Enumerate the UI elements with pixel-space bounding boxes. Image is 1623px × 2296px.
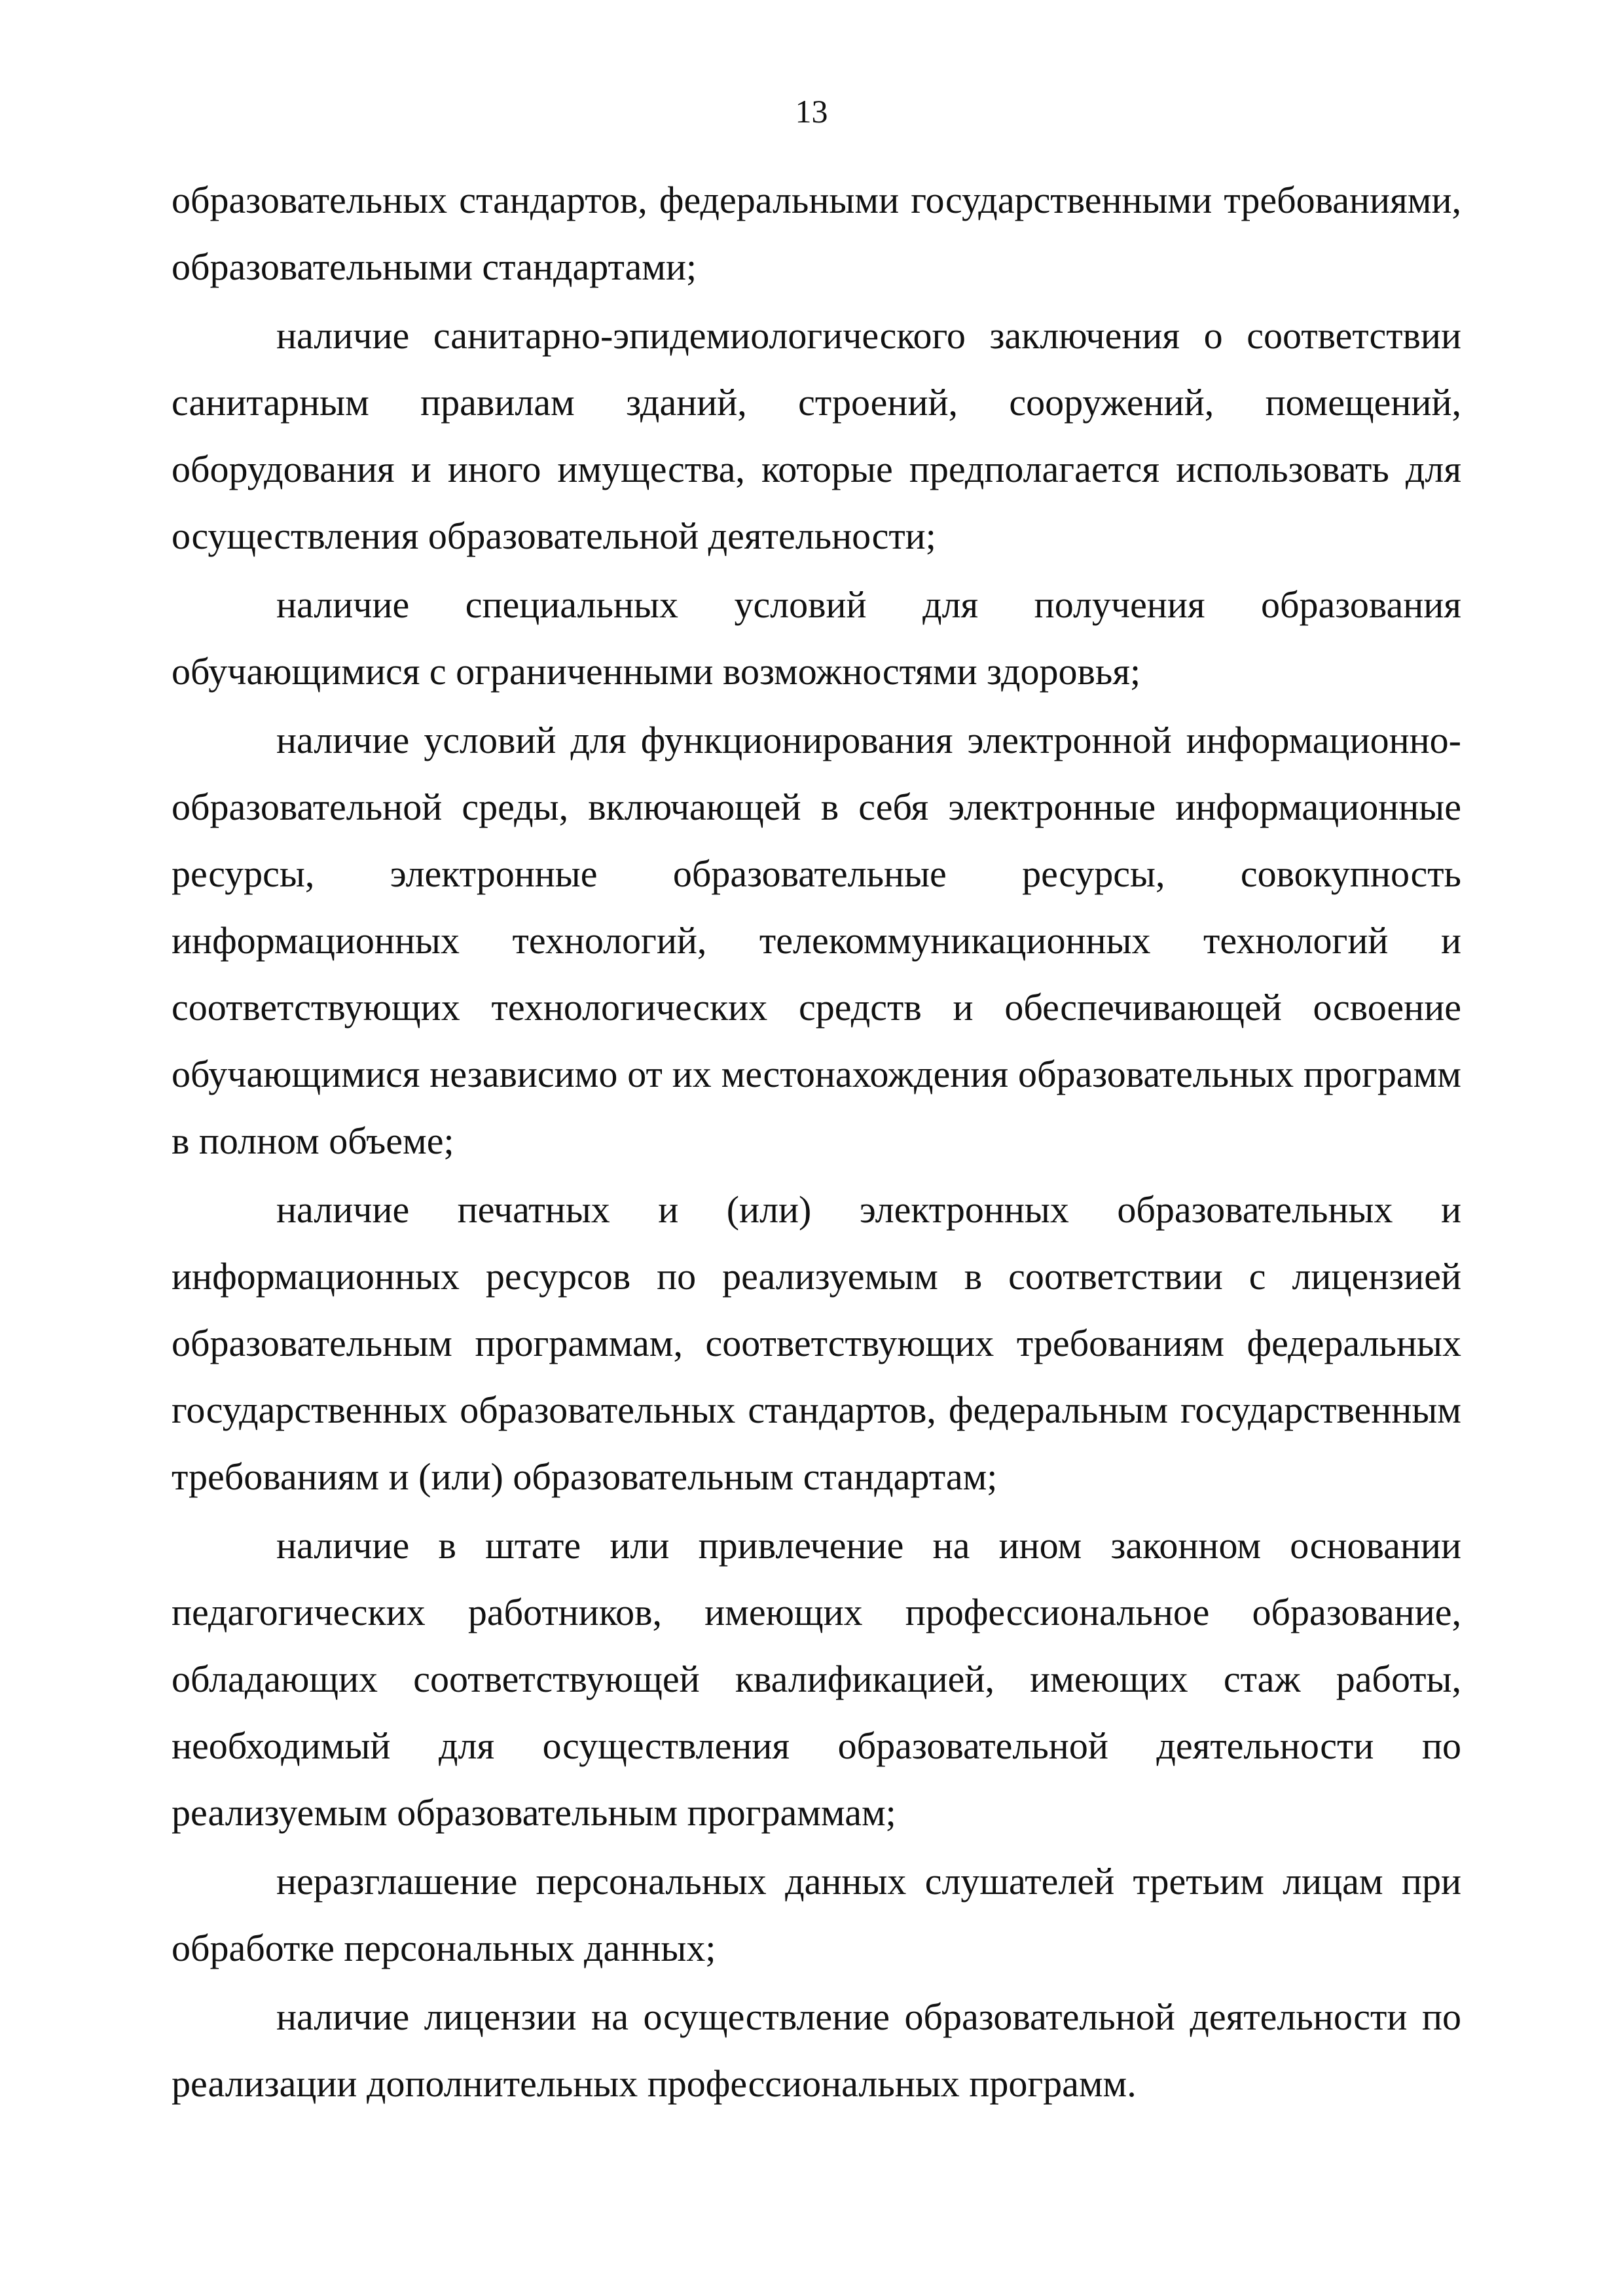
paragraph-license: наличие лицензии на осуществление образовательной деятельности по реализации дополнительных профессиональных программ.	[172, 1995, 1461, 2105]
paragraph-teaching-staff: наличие в штате или привлечение на ином законном основании педагогических работников, имеющих профессиональное образование, обладающих соответствующей квалификацией, имеющих стаж работы, необходимый для осуществления образовательной деятельности по реализуемым образовательным программам;	[172, 1524, 1461, 1834]
document-body	[172, 167, 1461, 2119]
paragraph-printed-resources: наличие печатных и (или) электронных образовательных и информационных ресурсов по реализуемым в соответствии с лицензией образовательным программам, соответствующих требованиям федеральных государственных образовательных стандартов, федеральным государственным требованиям и (или) образовательным стандартам;	[172, 1188, 1461, 1498]
paragraph-personal-data: неразглашение персональных данных слушателей третьим лицам при обработке персональных данных;	[172, 1860, 1461, 1969]
paragraph-sanitary-conclusion: наличие санитарно-эпидемиологического заключения о соответствии санитарным правилам зданий, строений, сооружений, помещений, оборудования и иного имущества, которые предполагается использовать для осуществления образовательной деятельности;	[172, 314, 1461, 557]
page-number: 13	[795, 93, 828, 130]
paragraph-special-conditions: наличие специальных условий для получения образования обучающимися с ограниченными возможностями здоровья;	[172, 583, 1461, 693]
paragraph-electronic-environment: наличие условий для функционирования электронной информационно-образовательной среды, включающей в себя электронные информационные ресурсы, электронные образовательные ресурсы, совокупность информационных технологий, телекоммуникационных технологий и соответствующих технологических средств и обеспечивающей освоение обучающимися независимо от их местонахождения образовательных программ в полном объеме;	[172, 719, 1461, 1162]
paragraph-continuation: образовательных стандартов, федеральными государственными требованиями, образовательными стандартами;	[172, 179, 1461, 288]
